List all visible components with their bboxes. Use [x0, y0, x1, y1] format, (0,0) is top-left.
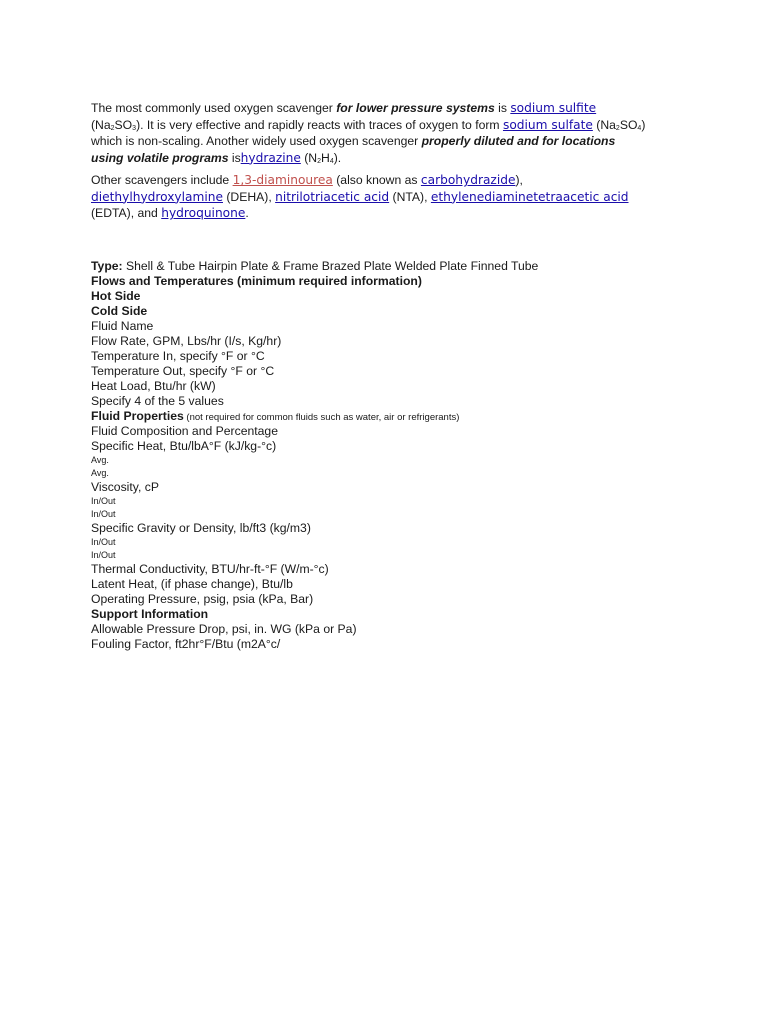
link-carbohydrazide[interactable]: carbohydrazide [420, 173, 516, 187]
type-value: Shell & Tube Hairpin Plate & Frame Brazed Plate Welded Plate Finned Tube [122, 259, 539, 273]
text: H [321, 150, 330, 165]
specific-heat-line: Specific Heat, Btu/lbA°F (kJ/kg-°c) [91, 439, 277, 453]
other-scavengers-paragraph [91, 172, 651, 222]
support-info-heading: Support Information [91, 607, 209, 621]
in-out-label: In/Out [91, 537, 116, 547]
text: is [228, 150, 241, 165]
emphasis-text: for lower pressure systems [336, 101, 495, 115]
fluid-properties-line [91, 409, 691, 424]
link-nitrilotriacetic-acid[interactable]: nitrilotriacetic acid [275, 189, 390, 204]
flow-rate-line: Flow Rate, GPM, Lbs/hr (I/s, Kg/hr) [91, 334, 282, 348]
cold-side-heading: Cold Side [91, 304, 148, 318]
thermal-conductivity-line: Thermal Conductivity, BTU/hr-ft-°F (W/m-°c) [91, 562, 329, 576]
subscript: 2 [110, 124, 115, 132]
subscript: 4 [637, 124, 642, 132]
text: (N [300, 150, 318, 165]
type-label: Type: [91, 259, 123, 273]
subscript: 4 [329, 157, 334, 165]
oxygen-scavenger-paragraph [91, 100, 651, 166]
avg-label: Avg. [91, 455, 109, 465]
composition-line: Fluid Composition and Percentage [91, 424, 278, 438]
fluid-properties-label: Fluid Properties [91, 409, 184, 423]
specific-gravity-line: Specific Gravity or Density, lb/ft3 (kg/m3) [91, 521, 311, 535]
pressure-drop-line: Allowable Pressure Drop, psi, in. WG (kPa or Pa) [91, 622, 357, 636]
link-diethylhydroxylamine[interactable]: diethylhydroxylamine [91, 189, 223, 204]
text: SO [619, 117, 638, 132]
link-edta[interactable]: ethylenediaminetetraacetic acid [430, 189, 629, 204]
fluid-name-line: Fluid Name [91, 319, 154, 333]
specify-values-line: Specify 4 of the 5 values [91, 394, 224, 408]
link-hydroquinone[interactable]: hydroquinone [161, 206, 246, 220]
text: ) which is non-scaling. Another widely used oxygen scavenger [91, 117, 646, 148]
link-sodium-sulfate[interactable]: sodium sulfate [502, 117, 593, 132]
fluid-properties-note: (not required for common fluids such as water, air or refrigerants) [183, 412, 460, 423]
link-hydrazine[interactable]: hydrazine [240, 150, 301, 165]
text: ), [515, 173, 523, 187]
text: SO [114, 117, 133, 132]
text: Other scavengers include [91, 173, 233, 187]
temp-in-line: Temperature In, specify °F or °C [91, 349, 265, 363]
emphasis-text: properly diluted and for locations using volatile programs [91, 134, 616, 165]
heat-exchanger-spec-list [91, 259, 691, 652]
viscosity-line: Viscosity, cP [91, 480, 159, 494]
text: (Na [592, 117, 616, 132]
hot-side-heading: Hot Side [91, 289, 141, 303]
text: ). It is very effective and rapidly reacts with traces of oxygen to form [136, 117, 503, 132]
text: (EDTA), and [91, 206, 162, 220]
fouling-factor-line: Fouling Factor, ft2hr°F/Btu (m2A°c/ [91, 637, 281, 651]
text: . [245, 206, 249, 220]
subscript: 2 [615, 124, 620, 132]
text: (also known as [332, 173, 421, 187]
link-diaminourea[interactable]: 1,3-diaminourea [232, 173, 333, 187]
subscript: 3 [132, 124, 137, 132]
in-out-label: In/Out [91, 496, 116, 506]
flows-heading: Flows and Temperatures (minimum required information) [91, 274, 422, 288]
type-line [91, 259, 691, 274]
avg-label: Avg. [91, 468, 109, 478]
text: ). [333, 150, 342, 165]
text: (Na [91, 117, 111, 132]
text: The most commonly used oxygen scavenger [91, 101, 337, 115]
in-out-label: In/Out [91, 550, 116, 560]
latent-heat-line: Latent Heat, (if phase change), Btu/lb [91, 577, 293, 591]
temp-out-line: Temperature Out, specify °F or °C [91, 364, 275, 378]
subscript: 2 [317, 157, 321, 165]
heat-load-line: Heat Load, Btu/hr (kW) [91, 379, 216, 393]
link-sodium-sulfite[interactable]: sodium sulfite [510, 101, 597, 115]
in-out-label: In/Out [91, 509, 116, 519]
text: (DEHA), [222, 189, 276, 204]
operating-pressure-line: Operating Pressure, psig, psia (kPa, Bar) [91, 592, 314, 606]
text: (NTA), [389, 189, 431, 204]
text: is [494, 101, 511, 115]
